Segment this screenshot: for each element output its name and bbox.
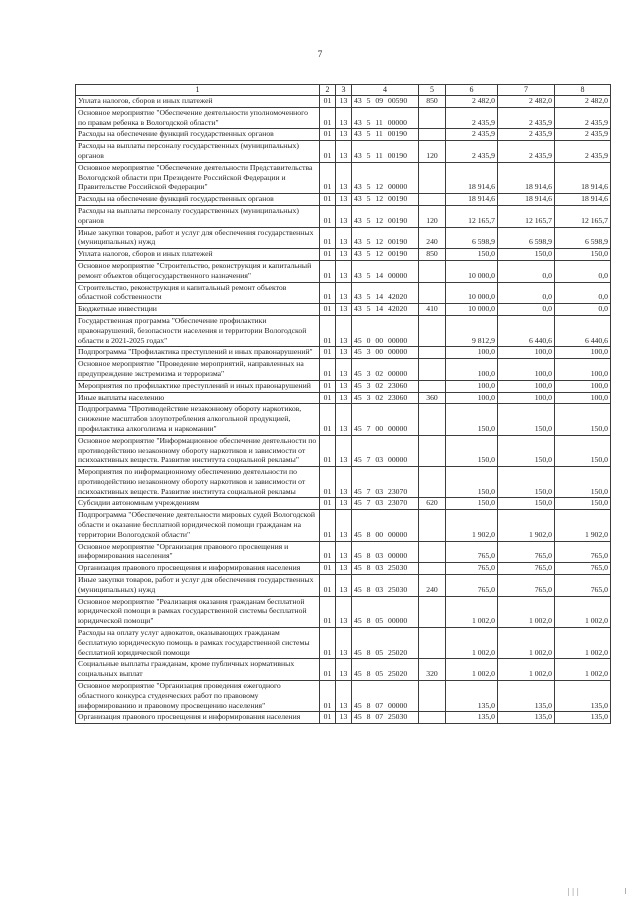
cell-name: Основное мероприятие "Проведение мероприятий, направленных на предупреждение экстремизма и терроризма" — [76, 359, 320, 381]
cell-col4: 45 8 05 25020 — [352, 659, 419, 681]
cell-name: Уплата налогов, сборов и иных платежей — [76, 249, 320, 261]
table-row — [76, 205, 611, 227]
cell-col3: 13 — [336, 392, 352, 404]
cell-col8: 0,0 — [555, 304, 611, 316]
table-row — [76, 435, 611, 466]
cell-col7: 1 002,0 — [498, 659, 555, 681]
table-row — [76, 498, 611, 510]
table-row — [76, 712, 611, 724]
cell-col8: 18 914,6 — [555, 194, 611, 206]
cell-col4: 43 5 12 00000 — [352, 162, 419, 193]
cell-col7: 765,0 — [498, 541, 555, 563]
cell-col5 — [419, 129, 446, 141]
cell-col5 — [419, 380, 446, 392]
cell-name: Расходы на обеспечение функций государственных органов — [76, 129, 320, 141]
cell-name: Основное мероприятие "Информационное обеспечение деятельности по противодействию незаконному обороту наркотиков и зависимости от психоактивных веществ. Развитие института социальной рекламы" — [76, 435, 320, 466]
cell-col5: 850 — [419, 96, 446, 108]
cell-col3: 13 — [336, 315, 352, 346]
cell-col2: 01 — [320, 563, 336, 575]
cell-col3: 13 — [336, 141, 352, 163]
column-header: 1 — [76, 85, 320, 96]
cell-col4: 43 5 14 42020 — [352, 282, 419, 304]
cell-col6: 10 000,0 — [446, 260, 498, 282]
cell-col8: 765,0 — [555, 575, 611, 597]
cell-col8: 18 914,6 — [555, 162, 611, 193]
cell-col4: 43 5 12 00190 — [352, 249, 419, 261]
cell-col2: 01 — [320, 347, 336, 359]
cell-col2: 01 — [320, 467, 336, 498]
cell-col2: 01 — [320, 227, 336, 249]
table-row — [76, 596, 611, 627]
cell-col3: 13 — [336, 380, 352, 392]
cell-col2: 01 — [320, 304, 336, 316]
cell-col5 — [419, 347, 446, 359]
cell-col7: 150,0 — [498, 249, 555, 261]
cell-col6: 100,0 — [446, 380, 498, 392]
table-row — [76, 347, 611, 359]
cell-col8: 150,0 — [555, 249, 611, 261]
cell-col4: 45 8 07 00000 — [352, 681, 419, 712]
cell-col7: 100,0 — [498, 392, 555, 404]
cell-col4: 43 5 11 00190 — [352, 141, 419, 163]
cell-col5 — [419, 107, 446, 129]
cell-name: Социальные выплаты гражданам, кроме публичных нормативных социальных выплат — [76, 659, 320, 681]
cell-col2: 01 — [320, 96, 336, 108]
cell-col6: 150,0 — [446, 498, 498, 510]
budget-table — [75, 84, 611, 724]
cell-name: Мероприятия по информационному обеспечению деятельности по противодействию незаконному обороту наркотиков и зависимости от психоактивных веществ. Развитие института социальной рекламы — [76, 467, 320, 498]
table-row — [76, 315, 611, 346]
table-row — [76, 107, 611, 129]
cell-col8: 2 482,0 — [555, 96, 611, 108]
column-header: 2 — [320, 85, 336, 96]
cell-col2: 01 — [320, 712, 336, 724]
cell-col4: 43 5 12 00190 — [352, 194, 419, 206]
cell-col2: 01 — [320, 141, 336, 163]
table-row — [76, 380, 611, 392]
cell-col3: 13 — [336, 510, 352, 541]
table-row — [76, 359, 611, 381]
cell-col2: 01 — [320, 510, 336, 541]
cell-col3: 13 — [336, 404, 352, 435]
cell-col3: 13 — [336, 596, 352, 627]
cell-col3: 13 — [336, 659, 352, 681]
cell-col5 — [419, 541, 446, 563]
cell-col8: 150,0 — [555, 404, 611, 435]
cell-name: Строительство, реконструкция и капитальный ремонт объектов областной собственности — [76, 282, 320, 304]
cell-col2: 01 — [320, 359, 336, 381]
cell-col5: 320 — [419, 659, 446, 681]
cell-name: Подпрограмма "Противодействие незаконному обороту наркотиков, снижение масштабов злоупотребления алкогольной продукцией, профилактика алкоголизма и наркомании" — [76, 404, 320, 435]
column-header: 8 — [555, 85, 611, 96]
table-row — [76, 162, 611, 193]
cell-col7: 2 482,0 — [498, 96, 555, 108]
cell-col4: 45 0 00 00000 — [352, 315, 419, 346]
cell-col2: 01 — [320, 541, 336, 563]
cell-col5 — [419, 282, 446, 304]
cell-col2: 01 — [320, 575, 336, 597]
cell-col2: 01 — [320, 315, 336, 346]
cell-col5 — [419, 563, 446, 575]
cell-name: Иные закупки товаров, работ и услуг для обеспечения государственных (муниципальных) нужд — [76, 227, 320, 249]
cell-col7: 765,0 — [498, 563, 555, 575]
table-row — [76, 467, 611, 498]
cell-col8: 100,0 — [555, 392, 611, 404]
cell-col7: 135,0 — [498, 681, 555, 712]
cell-col3: 13 — [336, 467, 352, 498]
cell-col6: 150,0 — [446, 249, 498, 261]
cell-col3: 13 — [336, 712, 352, 724]
cell-col8: 2 435,9 — [555, 141, 611, 163]
cell-col3: 13 — [336, 96, 352, 108]
cell-col5 — [419, 596, 446, 627]
cell-name: Основное мероприятие "Обеспечение деятельности Представительства Вологодской области при Президенте Российской Федерации и Правительстве Российской Федерации" — [76, 162, 320, 193]
cell-col4: 45 3 02 23060 — [352, 380, 419, 392]
cell-col4: 43 5 12 00190 — [352, 205, 419, 227]
cell-col5: 240 — [419, 227, 446, 249]
cell-col6: 100,0 — [446, 347, 498, 359]
cell-col3: 13 — [336, 628, 352, 659]
cell-col5 — [419, 260, 446, 282]
table-row — [76, 304, 611, 316]
cell-col6: 12 165,7 — [446, 205, 498, 227]
cell-col4: 45 7 00 00000 — [352, 404, 419, 435]
cell-col7: 2 435,9 — [498, 107, 555, 129]
cell-col3: 13 — [336, 194, 352, 206]
table-row — [76, 563, 611, 575]
column-header: 3 — [336, 85, 352, 96]
cell-col2: 01 — [320, 162, 336, 193]
cell-col7: 150,0 — [498, 404, 555, 435]
cell-col8: 6 598,9 — [555, 227, 611, 249]
cell-col6: 1 002,0 — [446, 596, 498, 627]
cell-col7: 100,0 — [498, 347, 555, 359]
cell-col5 — [419, 404, 446, 435]
cell-col4: 45 8 05 00000 — [352, 596, 419, 627]
table-row — [76, 510, 611, 541]
cell-col5 — [419, 712, 446, 724]
cell-col4: 43 5 11 00000 — [352, 107, 419, 129]
cell-name: Расходы на оплату услуг адвокатов, оказывающих гражданам бесплатную юридическую помощь в рамках государственной системы бесплатной юридической помощи — [76, 628, 320, 659]
cell-col3: 13 — [336, 249, 352, 261]
cell-col5 — [419, 315, 446, 346]
cell-col6: 135,0 — [446, 712, 498, 724]
cell-col4: 45 8 00 00000 — [352, 510, 419, 541]
cell-col6: 10 000,0 — [446, 304, 498, 316]
cell-col6: 10 000,0 — [446, 282, 498, 304]
cell-col5 — [419, 510, 446, 541]
cell-name: Основное мероприятие "Обеспечение деятельности уполномоченного по правам ребенка в Вологодской области" — [76, 107, 320, 129]
column-header: 7 — [498, 85, 555, 96]
cell-name: Иные закупки товаров, работ и услуг для обеспечения государственных (муниципальных) нужд — [76, 575, 320, 597]
cell-col6: 18 914,6 — [446, 162, 498, 193]
cell-name: Основное мероприятие "Организация правового просвещения и информирования населения" — [76, 541, 320, 563]
cell-col7: 150,0 — [498, 467, 555, 498]
cell-col4: 43 5 11 00190 — [352, 129, 419, 141]
scan-artifact-tick — [625, 888, 626, 894]
cell-name: Расходы на выплаты персоналу государственных (муниципальных) органов — [76, 205, 320, 227]
cell-col8: 0,0 — [555, 260, 611, 282]
cell-col6: 2 435,9 — [446, 129, 498, 141]
cell-col2: 01 — [320, 380, 336, 392]
cell-col6: 1 002,0 — [446, 628, 498, 659]
cell-col5 — [419, 359, 446, 381]
cell-col8: 1 902,0 — [555, 510, 611, 541]
cell-col4: 45 8 03 25030 — [352, 575, 419, 597]
cell-col3: 13 — [336, 129, 352, 141]
cell-col3: 13 — [336, 282, 352, 304]
cell-col8: 135,0 — [555, 681, 611, 712]
cell-col7: 12 165,7 — [498, 205, 555, 227]
cell-col5 — [419, 194, 446, 206]
cell-col6: 765,0 — [446, 575, 498, 597]
cell-col2: 01 — [320, 205, 336, 227]
cell-col6: 150,0 — [446, 404, 498, 435]
cell-col4: 45 8 05 25020 — [352, 628, 419, 659]
cell-col4: 43 5 09 00590 — [352, 96, 419, 108]
cell-col7: 135,0 — [498, 712, 555, 724]
cell-col8: 2 435,9 — [555, 107, 611, 129]
cell-col7: 765,0 — [498, 575, 555, 597]
cell-col6: 9 812,9 — [446, 315, 498, 346]
cell-col8: 100,0 — [555, 380, 611, 392]
cell-col7: 6 598,9 — [498, 227, 555, 249]
cell-col6: 765,0 — [446, 541, 498, 563]
cell-col7: 150,0 — [498, 498, 555, 510]
table-row — [76, 260, 611, 282]
cell-col2: 01 — [320, 628, 336, 659]
cell-name: Бюджетные инвестиции — [76, 304, 320, 316]
table-row — [76, 227, 611, 249]
cell-col2: 01 — [320, 249, 336, 261]
cell-col3: 13 — [336, 563, 352, 575]
cell-col8: 1 002,0 — [555, 628, 611, 659]
cell-col3: 13 — [336, 260, 352, 282]
cell-col4: 45 3 00 00000 — [352, 347, 419, 359]
table-row — [76, 659, 611, 681]
cell-col2: 01 — [320, 681, 336, 712]
column-header: 5 — [419, 85, 446, 96]
cell-col3: 13 — [336, 227, 352, 249]
cell-col4: 45 7 03 00000 — [352, 435, 419, 466]
cell-col5 — [419, 681, 446, 712]
cell-col3: 13 — [336, 162, 352, 193]
cell-col7: 1 902,0 — [498, 510, 555, 541]
cell-col5: 240 — [419, 575, 446, 597]
cell-col8: 765,0 — [555, 541, 611, 563]
cell-name: Подпрограмма "Обеспечение деятельности мировых судей Вологодской области и оказание бесплатной юридической помощи гражданам на территории Вологодской области" — [76, 510, 320, 541]
cell-col8: 150,0 — [555, 498, 611, 510]
cell-col5: 410 — [419, 304, 446, 316]
cell-col8: 100,0 — [555, 347, 611, 359]
cell-col7: 2 435,9 — [498, 141, 555, 163]
cell-col8: 1 002,0 — [555, 659, 611, 681]
cell-col7: 100,0 — [498, 380, 555, 392]
cell-col7: 100,0 — [498, 359, 555, 381]
table-row — [76, 575, 611, 597]
cell-col7: 1 002,0 — [498, 596, 555, 627]
cell-col4: 45 7 03 23070 — [352, 467, 419, 498]
cell-name: Подпрограмма "Профилактика преступлений и иных правонарушений" — [76, 347, 320, 359]
cell-col6: 18 914,6 — [446, 194, 498, 206]
cell-col2: 01 — [320, 260, 336, 282]
cell-col4: 43 5 14 42020 — [352, 304, 419, 316]
table-row — [76, 96, 611, 108]
cell-col5: 360 — [419, 392, 446, 404]
cell-col2: 01 — [320, 129, 336, 141]
cell-col2: 01 — [320, 404, 336, 435]
table-row — [76, 249, 611, 261]
cell-col5 — [419, 467, 446, 498]
table-row — [76, 404, 611, 435]
cell-col4: 45 8 07 25030 — [352, 712, 419, 724]
cell-col3: 13 — [336, 498, 352, 510]
table-row — [76, 194, 611, 206]
cell-col8: 6 440,6 — [555, 315, 611, 346]
table-row — [76, 681, 611, 712]
cell-col8: 100,0 — [555, 359, 611, 381]
table-row — [76, 282, 611, 304]
cell-col2: 01 — [320, 107, 336, 129]
cell-name: Основное мероприятие "Реализация оказания гражданам бесплатной юридической помощи в рамках государственной системы бесплатной юридической помощи" — [76, 596, 320, 627]
cell-col8: 12 165,7 — [555, 205, 611, 227]
cell-col7: 150,0 — [498, 435, 555, 466]
cell-col8: 0,0 — [555, 282, 611, 304]
cell-col7: 6 440,6 — [498, 315, 555, 346]
cell-col5: 120 — [419, 141, 446, 163]
cell-col3: 13 — [336, 541, 352, 563]
cell-name: Основное мероприятие "Организация проведения ежегодного областного конкурса студенческих работ по правовому информированию и правовому просвещению населения" — [76, 681, 320, 712]
cell-col6: 2 482,0 — [446, 96, 498, 108]
cell-col2: 01 — [320, 194, 336, 206]
cell-col3: 13 — [336, 681, 352, 712]
cell-col5 — [419, 628, 446, 659]
cell-col4: 45 8 03 25030 — [352, 563, 419, 575]
cell-col2: 01 — [320, 659, 336, 681]
cell-col2: 01 — [320, 435, 336, 466]
header-row — [76, 85, 611, 96]
cell-col3: 13 — [336, 107, 352, 129]
cell-col4: 45 8 03 00000 — [352, 541, 419, 563]
column-header: 6 — [446, 85, 498, 96]
cell-col8: 135,0 — [555, 712, 611, 724]
cell-col6: 135,0 — [446, 681, 498, 712]
cell-col6: 100,0 — [446, 359, 498, 381]
cell-col3: 13 — [336, 359, 352, 381]
cell-col7: 18 914,6 — [498, 194, 555, 206]
cell-col3: 13 — [336, 205, 352, 227]
cell-col6: 6 598,9 — [446, 227, 498, 249]
cell-col3: 13 — [336, 435, 352, 466]
cell-col8: 150,0 — [555, 435, 611, 466]
column-header: 4 — [352, 85, 419, 96]
table-row — [76, 541, 611, 563]
scan-artifact: ||| — [567, 887, 582, 896]
cell-col8: 2 435,9 — [555, 129, 611, 141]
cell-col6: 150,0 — [446, 467, 498, 498]
cell-col3: 13 — [336, 347, 352, 359]
cell-col4: 43 5 12 00190 — [352, 227, 419, 249]
cell-col2: 01 — [320, 596, 336, 627]
cell-col2: 01 — [320, 282, 336, 304]
cell-col4: 43 5 14 00000 — [352, 260, 419, 282]
table-row — [76, 129, 611, 141]
cell-col6: 765,0 — [446, 563, 498, 575]
cell-col8: 1 002,0 — [555, 596, 611, 627]
cell-col5: 850 — [419, 249, 446, 261]
cell-name: Уплата налогов, сборов и иных платежей — [76, 96, 320, 108]
cell-col7: 0,0 — [498, 304, 555, 316]
cell-col8: 150,0 — [555, 467, 611, 498]
table-row — [76, 628, 611, 659]
cell-col7: 0,0 — [498, 282, 555, 304]
cell-col4: 45 3 02 23060 — [352, 392, 419, 404]
cell-col7: 18 914,6 — [498, 162, 555, 193]
table-row — [76, 141, 611, 163]
cell-name: Мероприятия по профилактике преступлений и иных правонарушений — [76, 380, 320, 392]
cell-col4: 45 7 03 23070 — [352, 498, 419, 510]
cell-col6: 150,0 — [446, 435, 498, 466]
table-header — [76, 85, 611, 96]
cell-col3: 13 — [336, 575, 352, 597]
cell-name: Расходы на выплаты персоналу государственных (муниципальных) органов — [76, 141, 320, 163]
cell-col6: 1 902,0 — [446, 510, 498, 541]
cell-name: Основное мероприятие "Строительство, реконструкция и капитальный ремонт объектов общегосударственного назначения" — [76, 260, 320, 282]
cell-col6: 1 002,0 — [446, 659, 498, 681]
cell-name: Государственная программа "Обеспечение профилактики правонарушений, безопасности населения и территории Вологодской области в 2021-2025 годах" — [76, 315, 320, 346]
cell-name: Организация правового просвещения и информирования населения — [76, 563, 320, 575]
cell-name: Иные выплаты населению — [76, 392, 320, 404]
cell-col2: 01 — [320, 392, 336, 404]
cell-col5: 620 — [419, 498, 446, 510]
cell-col4: 45 3 02 00000 — [352, 359, 419, 381]
cell-col7: 2 435,9 — [498, 129, 555, 141]
cell-col8: 765,0 — [555, 563, 611, 575]
cell-col5 — [419, 435, 446, 466]
cell-col6: 100,0 — [446, 392, 498, 404]
cell-name: Субсидии автономным учреждениям — [76, 498, 320, 510]
cell-col5 — [419, 162, 446, 193]
cell-col6: 2 435,9 — [446, 141, 498, 163]
table-row — [76, 392, 611, 404]
cell-col5: 120 — [419, 205, 446, 227]
cell-col2: 01 — [320, 498, 336, 510]
cell-name: Организация правового просвещения и информирования населения — [76, 712, 320, 724]
cell-col3: 13 — [336, 304, 352, 316]
cell-name: Расходы на обеспечение функций государственных органов — [76, 194, 320, 206]
cell-col7: 1 002,0 — [498, 628, 555, 659]
cell-col6: 2 435,9 — [446, 107, 498, 129]
page-number: 7 — [317, 50, 323, 60]
cell-col7: 0,0 — [498, 260, 555, 282]
table-body — [76, 96, 611, 724]
